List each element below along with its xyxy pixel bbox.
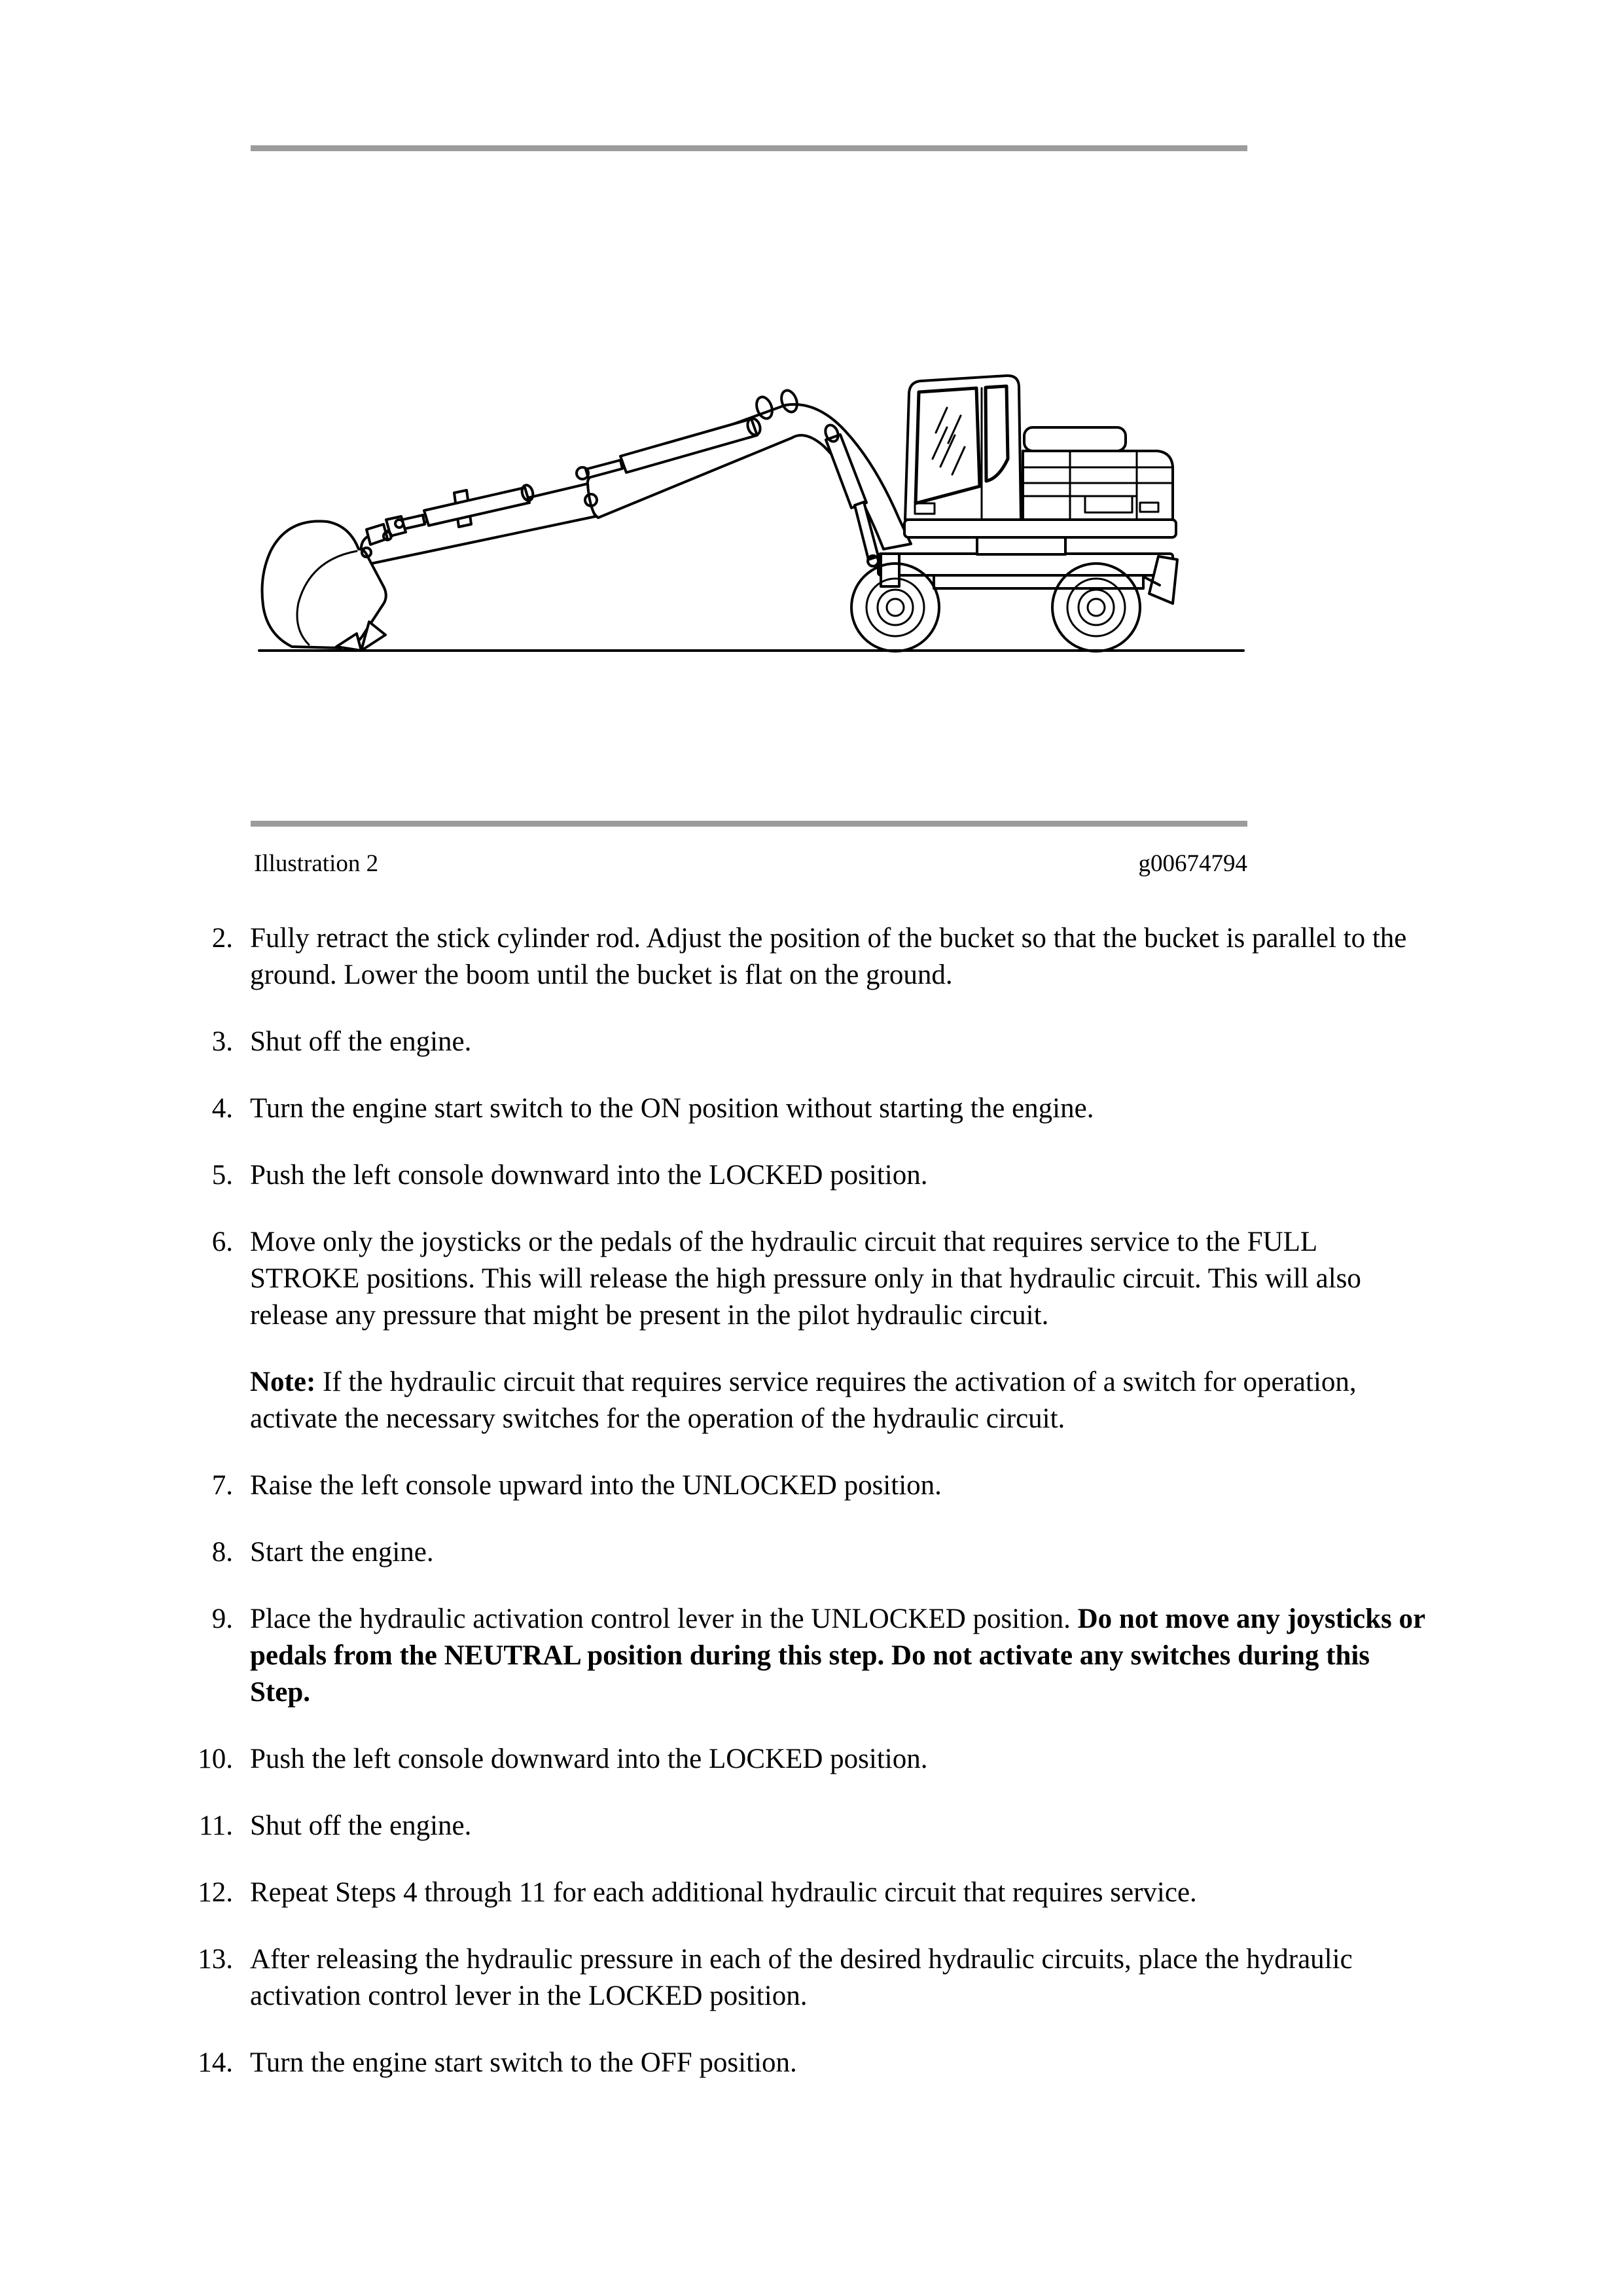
figure-caption [254, 850, 1247, 878]
procedure-step [0, 1024, 1623, 1060]
axle-housing [934, 575, 1143, 588]
deck [904, 520, 1176, 537]
step-number: 4. [211, 1093, 233, 1124]
step-text: Turn the engine start switch to the OFF position. [250, 2047, 797, 2078]
note-paragraph: Note: If the hydraulic circuit that requires service requires the activation of a switch for operation, activate the necessary switches for the operation of the hydraulic circuit. [250, 1367, 1357, 1434]
step-number: 11. [198, 1810, 233, 1841]
step-text: Fully retract the stick cylinder rod. Adjust the position of the bucket so that the bucket is parallel to the ground. Lower the boom until the bucket is flat on the ground. [250, 923, 1407, 990]
step-text: Shut off the engine. [250, 1026, 472, 1057]
swing-pedestal [977, 536, 1065, 554]
step-number: 14. [198, 2047, 233, 2078]
step-text: Push the left console downward into the LOCKED position. [250, 1160, 928, 1191]
step-text: Move only the joysticks or the pedals of the hydraulic circuit that requires service to the FULL STROKE positions. This will release the high pressure only in that hydraulic circuit. This will also release any pressure that might be present in the pilot hydraulic circuit. Note: If the hydraulic circuit that requires service requires the activation of a switch for operation, activate the necessary switches for the operation of the hydraulic circuit. [250, 1224, 1428, 1437]
procedure-step [0, 1808, 1623, 1844]
excavator-illustration-svg [254, 154, 1249, 673]
procedure-step [0, 1741, 1623, 1778]
boom-assembly [262, 388, 912, 651]
step-text: Turn the engine start switch to the ON position without starting the engine. [250, 1093, 1094, 1124]
cab [905, 376, 1021, 520]
procedure-step [0, 1874, 1623, 1911]
step-text: Shut off the engine. [250, 1810, 472, 1841]
step-text: Start the engine. [250, 1537, 434, 1568]
step-number: 2. [211, 923, 233, 954]
procedure-step [0, 2045, 1623, 2081]
procedure-step [0, 920, 1623, 994]
figure-bottom-rule [251, 821, 1247, 827]
procedure-step [0, 1090, 1623, 1127]
figure-caption-label: Illustration 2 [254, 850, 379, 877]
upper-structure [904, 376, 1176, 554]
procedure-step [0, 1467, 1623, 1504]
step-number: 13. [198, 1944, 233, 1975]
procedure-step [0, 1534, 1623, 1571]
procedure-step [0, 1601, 1623, 1711]
figure-top-rule [251, 145, 1247, 151]
step-number: 9. [211, 1604, 233, 1634]
step-number: 6. [211, 1227, 233, 1257]
engine-top-box [1024, 427, 1126, 451]
procedure-step [0, 1224, 1623, 1437]
step-number: 3. [211, 1026, 233, 1057]
note-label: Note: [250, 1367, 316, 1397]
step-number: 12. [198, 1877, 233, 1908]
step-text: Raise the left console upward into the UNLOCKED position. [250, 1470, 942, 1501]
procedure-steps [0, 920, 1623, 2111]
engine-housing [1023, 451, 1173, 520]
procedure-step [0, 1941, 1623, 2015]
step-number: 10. [198, 1744, 233, 1774]
step-number: 8. [211, 1537, 233, 1568]
step-number: 7. [211, 1470, 233, 1501]
undercarriage [851, 554, 1177, 651]
figure-reference-number: g00674794 [1138, 850, 1247, 877]
step-text: After releasing the hydraulic pressure in each of the desired hydraulic circuits, place the hydraulic activation control lever in the LOCKED position. [250, 1944, 1353, 2011]
step-number: 5. [211, 1160, 233, 1191]
procedure-step [0, 1157, 1623, 1194]
excavator-illustration [254, 154, 1249, 673]
step-text: Repeat Steps 4 through 11 for each additional hydraulic circuit that requires service. [250, 1877, 1197, 1908]
step-text: Place the hydraulic activation control lever in the UNLOCKED position. Do not move any joysticks or pedals from the NEUTRAL position during this step. Do not activate any switches during this Step. [250, 1604, 1425, 1708]
step-text: Push the left console downward into the LOCKED position. [250, 1744, 928, 1774]
